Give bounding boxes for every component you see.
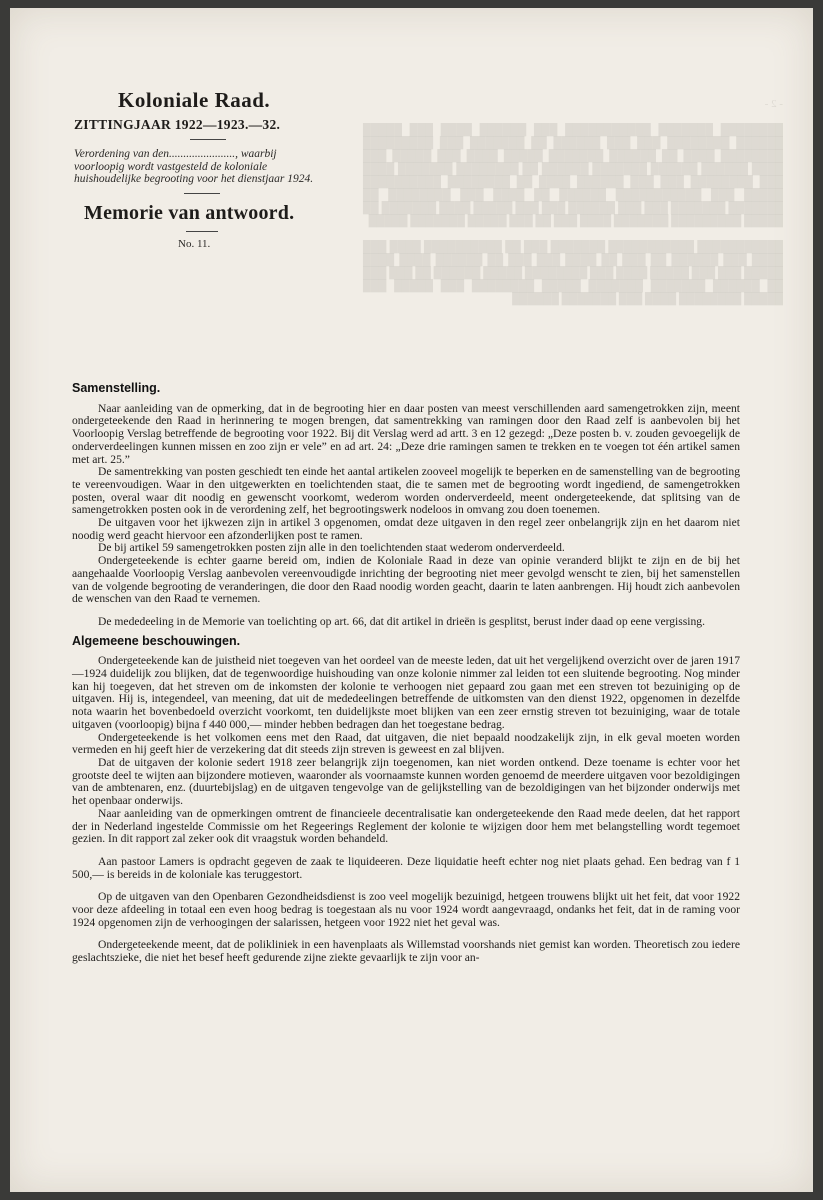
paragraph: Naar aanleiding van de opmerking, dat in de begrooting hier en daar posten van meest verschillenden aard samengetrokken zijn, meent ondergeteekende den Raad in herinnering te mogen brengen, dat samentrekking van ramingen door den Raad zelf is aanbevolen bij het Voorloopig Verslag betreffende de begrooting voor 1922. Bij dit Verslag werd ad artt. 3 en 12 gezegd: „Deze posten b. v. zouden gevoegelijk de onderverdeelingen kunnen missen en zoo zijn er vele” en ad art. 24: „Deze drie ramingen samen te trekken en te voegen tot één artikel samen met art. 25.” [72,401,740,466]
document-page [10,8,813,1192]
ordinance-description: Verordening van den......................., waarbij voorloopig wordt vastgesteld de koloniale huishoudelijke begrooting voor het dienstjaar 1924. [74,148,314,185]
paragraph: De bij artikel 59 samengetrokken posten zijn alle in den toelichtenden staat wederom onderverdeeld. [98,541,565,555]
bleed-through-text: - 2 - ████████ ███████ ███████████ ███ ██████ ████ ███ █████ ██████ ████████ ███ ███ ██████ ██ ███████ ███ █████████ ████████ ████ ██ ██████ ███████ █████ ████ ███ █████ ███ ████ ██████ ██████ ███████ ██████ ██ ████████ ███████ ████ ███ ████████ ███ ███ ██████ ████ ██ ████████ ██████████ █████ ███ ███████████ ██████ ██ ████ ███ ████████ ██ ███████ ███████ ███ ███ ██████ ███ ███ █████ ████ ███████ ██ █████ █████████ ███████ ████ ███ ██ ███ █████ ███████ █████ ███████████ ███████████ ███████ ███ ██ ██████████ ████ ███ ████ ███ ██████ ██ ███ ██ ████ ███ ███ ██ ██████ ████ ████ █████ ███ ███ █████ ████ ███ ████████ █████ ██████ ██ ███ ███ ██ ██████ ███████ ███████ █████ ████████ ███ █████ ███ █████ ████████ ████ ███ ███████ ██████ [363,98,783,305]
divider [190,139,226,140]
council-title: Koloniale Raad. [118,88,271,112]
section-heading: Algemeene beschouwingen. [72,633,241,648]
document-number: No. 11. [178,237,211,250]
session-year: ZITTINGJAAR 1922—1923.—32. [74,117,281,132]
section-heading: Samenstelling. [72,381,161,395]
paragraph: Aan pastoor Lamers is opdracht gegeven de zaak te liquideeren. Deze liquidatie heeft echter nog niet plaats gehad. Een bedrag van f 1 500,— is bereids in de koloniale kas teruggestort. [72,854,740,881]
paragraph: Op de uitgaven van den Openbaren Gezondheidsdienst is zoo veel mogelijk bezuinigd, hetgeen trouwens blijkt uit het feit, dat voor 1922 voor deze afdeeling in totaal een even hoog bedrag is toegestaan als nu voor 1924 wordt aangevraagd, ondanks het feit, dat in de raming voor 1924 opgenomen zijn de verhoogingen der salarissen, hetgeen voor 1922 niet het geval was. [72,890,740,929]
paragraph: De uitgaven voor het ijkwezen zijn in artikel 3 opgenomen, omdat deze uitgaven in den regel zeer onbelangrijk zijn en het daarom niet noodig werd geacht hiervoor een afzonderlijken post te ramen. [72,516,740,542]
paragraph: Dat de uitgaven der kolonie sedert 1918 zeer belangrijk zijn toegenomen, kan niet worden ontkend. Deze toename is echter voor het grootste deel te wijten aan bijzondere motieven, waaronder als voornaamste kunnen worden genoemd de meerdere uitgaven voor bezoldigingen van de ambtenaren, enz. (duurtebijslag) en de uitgaven tengevolge van de gelijkstelling van de bezoldigingen van het bijzonder onderwijs met het openbaar onderwijs. [72,755,740,808]
paragraph: De mededeeling in de Memorie van toelichting op art. 66, dat dit artikel in drieën is gesplitst, berust inder daad op eene vergissing. [98,614,706,628]
paragraph: Ondergeteekende meent, dat de polikliniek in een havenplaats als Willemstad voorshands niet gemist kan worden. Theoretisch zou iedere geslachtszieke, die niet het besef heeft gedurende zijne ziekte gevaarlijk te zijn voor an- [72,938,740,965]
document-title: Memorie van antwoord. [84,201,295,224]
document-header [74,88,364,250]
paragraph: De samentrekking van posten geschiedt ten einde het aantal artikelen zooveel mogelijk te beperken en de samenstelling van de begrooting te vereenvoudigen. Waar in den uitgewerkten en toelichtenden staat, die te samen met de begrooting wordt ingediend, de samengetrokken posten, overal waar dit noodig en gewenscht voorkomt, wederom worden onderverdeeld, meent ondergeteekende, dat splitsing van de samengetrokken posten ook in de verordening zelf, het begrootingswerk nodeloos in omvang zou doen toenemen. [72,465,740,517]
paragraph: Ondergeteekende is het volkomen eens met den Raad, dat uitgaven, die niet bepaald noodzakelijk zijn, in elk geval moeten worden vermeden en hij geeft hier de verzekering dat dit steeds zijn streven is geweest en zal blijven. [72,730,740,757]
paragraph: Ondergeteekende is echter gaarne bereid om, indien de Koloniale Raad in deze van opinie veranderd blijkt te zijn en de bij het aangehaalde Voorloopig Verslag aanbevolen vereenvoudigde inrichting der begrooting niet meer gevolgd wenscht te zien, bij het samenstellen van de volgende begrooting de veranderingen, die door den Raad noodig worden geacht, daarin te laten aanbrengen. Hij houdt zich aanbevolen de wenschen van den Raad te vernemen. [72,554,740,606]
paragraph: Naar aanleiding van de opmerkingen omtrent de financieele decentralisatie kan ondergeteekende den Raad mede deelen, dat het rapport der in Nederland ingestelde Commissie om het Regeerings Reglement der kolonie te wijzigen door hem met belangstelling wordt tegemoet gezien. In dit rapport zal zeker ook dit vraagstuk worden behandeld. [72,806,740,846]
divider [186,231,218,232]
document-body [72,376,740,965]
paragraph: Ondergeteekende kan de juistheid niet toegeven van het oordeel van de meeste leden, dat uit het vergelijkend overzicht over de jaren 1917—1924 duidelijk zou blijken, dat de tegenwoordige huishouding van onze kolonie nimmer zal leiden tot een sluitende begrooting. Nog minder kan hij toegeven, dat het streven om de inkomsten der kolonie te verhoogen niet gepaard zou gaan met een streven tot bezuiniging op de uitgaven. Hij is, integendeel, van meening, dat uit de mededeelingen betreffende de uitkomsten van den dienst 1922, opgenomen in dezelfde nota waarin het bovenbedoeld overzicht voorkomt, ten duidelijkste moet blijken van een zeer ernstig streven tot bezuiniging, waar de totale uitgaven (voorloopig) bijna f 440 000,— minder hebben bedragen dan het toegestane bedrag. [72,654,740,731]
divider [184,193,220,194]
